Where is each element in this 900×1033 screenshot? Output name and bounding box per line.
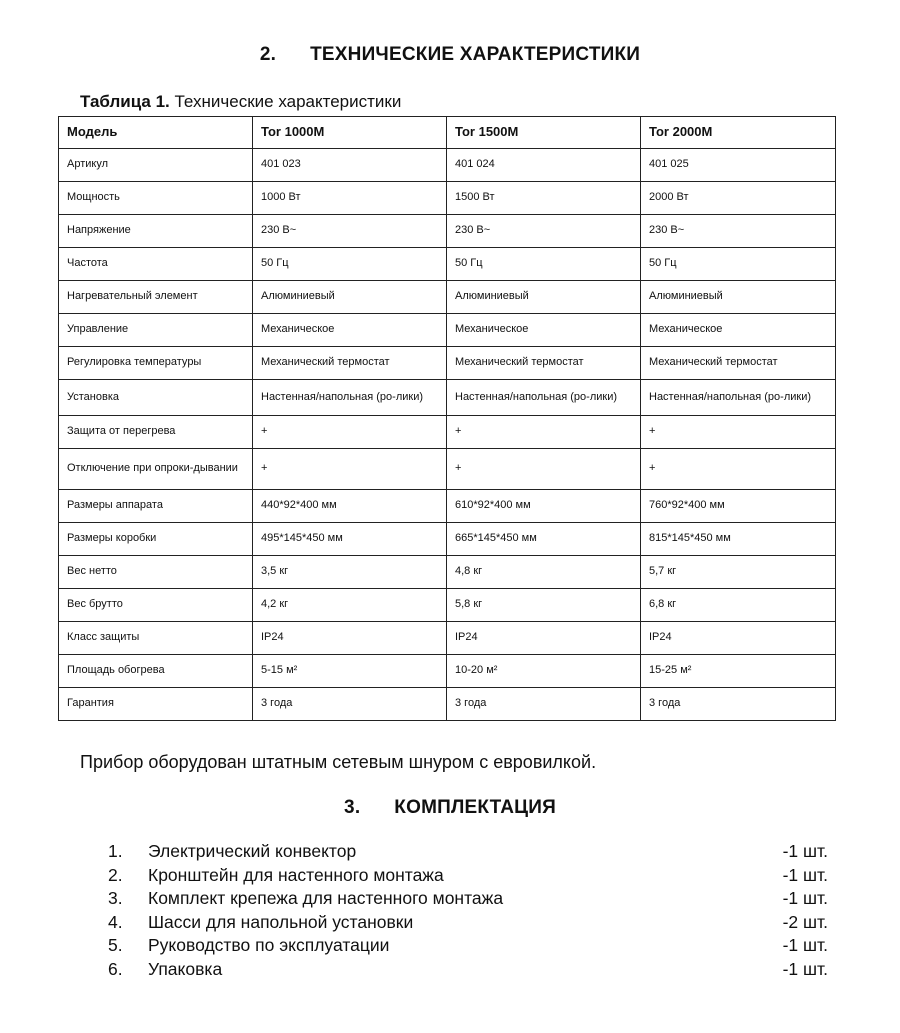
table-row bbox=[59, 248, 836, 281]
kit-item-name: Комплект крепежа для настенного монтажа bbox=[148, 888, 504, 909]
value-cell: Алюминиевый bbox=[641, 281, 836, 314]
value-cell: Настенная/напольная (ро-лики) bbox=[447, 380, 641, 416]
table-caption-prefix: Таблица 1. bbox=[80, 92, 170, 111]
section-number: 2. bbox=[259, 44, 277, 65]
value-cell: + bbox=[641, 416, 836, 449]
table-row bbox=[59, 688, 836, 721]
table-caption bbox=[80, 92, 401, 112]
row-label-cell: Класс защиты bbox=[59, 622, 253, 655]
value-cell: 1500 Вт bbox=[447, 182, 641, 215]
power-cord-note: Прибор оборудован штатным сетевым шнуром с евровилкой. bbox=[80, 752, 597, 772]
row-label-cell: Отключение при опроки-дывании bbox=[59, 449, 253, 490]
kit-item-number: 1. bbox=[108, 841, 123, 862]
table-row bbox=[59, 655, 836, 688]
table-row bbox=[59, 215, 836, 248]
kit-item bbox=[108, 934, 828, 958]
value-cell: 10-20 м² bbox=[447, 655, 641, 688]
kit-item bbox=[108, 887, 828, 911]
row-label-cell: Напряжение bbox=[59, 215, 253, 248]
row-label-cell: Нагревательный элемент bbox=[59, 281, 253, 314]
kit-item-quantity: -1 шт. bbox=[782, 888, 828, 909]
kit-item-name: Кронштейн для настенного монтажа bbox=[148, 864, 444, 885]
kit-item-number: 4. bbox=[108, 911, 123, 932]
value-cell: + bbox=[447, 449, 641, 490]
value-cell: Алюминиевый bbox=[447, 281, 641, 314]
value-cell: Механический термостат bbox=[641, 347, 836, 380]
section-title: КОМПЛЕКТАЦИЯ bbox=[394, 797, 556, 818]
table-row bbox=[59, 449, 836, 490]
value-cell: Механический термостат bbox=[447, 347, 641, 380]
value-cell: IP24 bbox=[253, 622, 447, 655]
row-label-cell: Артикул bbox=[59, 149, 253, 182]
value-cell: 5-15 м² bbox=[253, 655, 447, 688]
value-cell: Настенная/напольная (ро-лики) bbox=[641, 380, 836, 416]
value-cell: IP24 bbox=[447, 622, 641, 655]
value-cell: 610*92*400 мм bbox=[447, 490, 641, 523]
value-cell: 6,8 кг bbox=[641, 589, 836, 622]
value-cell: 495*145*450 мм bbox=[253, 523, 447, 556]
kit-item bbox=[108, 958, 828, 982]
value-cell: + bbox=[253, 449, 447, 490]
value-cell: 4,8 кг bbox=[447, 556, 641, 589]
value-cell: 50 Гц bbox=[641, 248, 836, 281]
kit-item-number: 3. bbox=[108, 888, 123, 909]
value-cell: 15-25 м² bbox=[641, 655, 836, 688]
value-cell: Механическое bbox=[447, 314, 641, 347]
value-cell: 5,7 кг bbox=[641, 556, 836, 589]
value-cell: 401 023 bbox=[253, 149, 447, 182]
value-cell: 760*92*400 мм bbox=[641, 490, 836, 523]
specs-table bbox=[58, 116, 836, 721]
table-row bbox=[59, 622, 836, 655]
section-2-heading bbox=[0, 44, 900, 66]
kit-item bbox=[108, 864, 828, 888]
kit-item-quantity: -1 шт. bbox=[782, 864, 828, 885]
section-3-heading bbox=[0, 797, 900, 819]
kit-item-quantity: -1 шт. bbox=[782, 841, 828, 862]
value-cell: 230 В~ bbox=[253, 215, 447, 248]
section-number: 3. bbox=[344, 797, 361, 818]
row-label-cell: Установка bbox=[59, 380, 253, 416]
value-cell: 3 года bbox=[253, 688, 447, 721]
kit-item-quantity: -1 шт. bbox=[782, 935, 828, 956]
value-cell: 2000 Вт bbox=[641, 182, 836, 215]
value-cell: + bbox=[447, 416, 641, 449]
table-row bbox=[59, 182, 836, 215]
kit-item bbox=[108, 840, 828, 864]
value-cell: Механический термостат bbox=[253, 347, 447, 380]
table-row bbox=[59, 416, 836, 449]
row-label-cell: Мощность bbox=[59, 182, 253, 215]
value-cell: 230 В~ bbox=[447, 215, 641, 248]
header-cell: Модель bbox=[59, 117, 253, 149]
row-label-cell: Регулировка температуры bbox=[59, 347, 253, 380]
value-cell: 815*145*450 мм bbox=[641, 523, 836, 556]
row-label-cell: Управление bbox=[59, 314, 253, 347]
value-cell: 3 года bbox=[641, 688, 836, 721]
value-cell: Механическое bbox=[641, 314, 836, 347]
table-row bbox=[59, 281, 836, 314]
kit-item-name: Шасси для напольной установки bbox=[148, 911, 414, 932]
value-cell: 401 025 bbox=[641, 149, 836, 182]
table-row bbox=[59, 149, 836, 182]
value-cell: 50 Гц bbox=[447, 248, 641, 281]
kit-item-name: Упаковка bbox=[148, 958, 223, 979]
kit-item-number: 2. bbox=[108, 864, 123, 885]
kit-item-name: Руководство по эксплуатации bbox=[148, 935, 390, 956]
row-label-cell: Гарантия bbox=[59, 688, 253, 721]
value-cell: 50 Гц bbox=[253, 248, 447, 281]
kit-list bbox=[108, 840, 828, 981]
kit-item-number: 6. bbox=[108, 958, 123, 979]
value-cell: 440*92*400 мм bbox=[253, 490, 447, 523]
value-cell: 665*145*450 мм bbox=[447, 523, 641, 556]
header-cell: Tor 1500M bbox=[447, 117, 641, 149]
table-caption-text: Технические характеристики bbox=[174, 92, 402, 111]
table-row bbox=[59, 589, 836, 622]
kit-item-name: Электрический конвектор bbox=[148, 841, 357, 862]
kit-item-quantity: -2 шт. bbox=[782, 911, 828, 932]
value-cell: Механическое bbox=[253, 314, 447, 347]
table-row bbox=[59, 556, 836, 589]
kit-item-number: 5. bbox=[108, 935, 123, 956]
row-label-cell: Защита от перегрева bbox=[59, 416, 253, 449]
row-label-cell: Площадь обогрева bbox=[59, 655, 253, 688]
row-label-cell: Размеры коробки bbox=[59, 523, 253, 556]
value-cell: 5,8 кг bbox=[447, 589, 641, 622]
table-row bbox=[59, 347, 836, 380]
value-cell: IP24 bbox=[641, 622, 836, 655]
row-label-cell: Вес нетто bbox=[59, 556, 253, 589]
value-cell: 401 024 bbox=[447, 149, 641, 182]
value-cell: 3 года bbox=[447, 688, 641, 721]
kit-item-quantity: -1 шт. bbox=[782, 958, 828, 979]
value-cell: + bbox=[253, 416, 447, 449]
table-row bbox=[59, 490, 836, 523]
row-label-cell: Размеры аппарата bbox=[59, 490, 253, 523]
section-title: ТЕХНИЧЕСКИЕ ХАРАКТЕРИСТИКИ bbox=[310, 44, 641, 65]
value-cell: Алюминиевый bbox=[253, 281, 447, 314]
kit-item bbox=[108, 911, 828, 935]
value-cell: 3,5 кг bbox=[253, 556, 447, 589]
value-cell: 4,2 кг bbox=[253, 589, 447, 622]
table-header-row bbox=[59, 117, 836, 149]
value-cell: 230 В~ bbox=[641, 215, 836, 248]
table-row bbox=[59, 314, 836, 347]
table-row bbox=[59, 380, 836, 416]
value-cell: + bbox=[641, 449, 836, 490]
header-cell: Tor 2000M bbox=[641, 117, 836, 149]
row-label-cell: Вес брутто bbox=[59, 589, 253, 622]
header-cell: Tor 1000M bbox=[253, 117, 447, 149]
row-label-cell: Частота bbox=[59, 248, 253, 281]
value-cell: Настенная/напольная (ро-лики) bbox=[253, 380, 447, 416]
table-row bbox=[59, 523, 836, 556]
value-cell: 1000 Вт bbox=[253, 182, 447, 215]
